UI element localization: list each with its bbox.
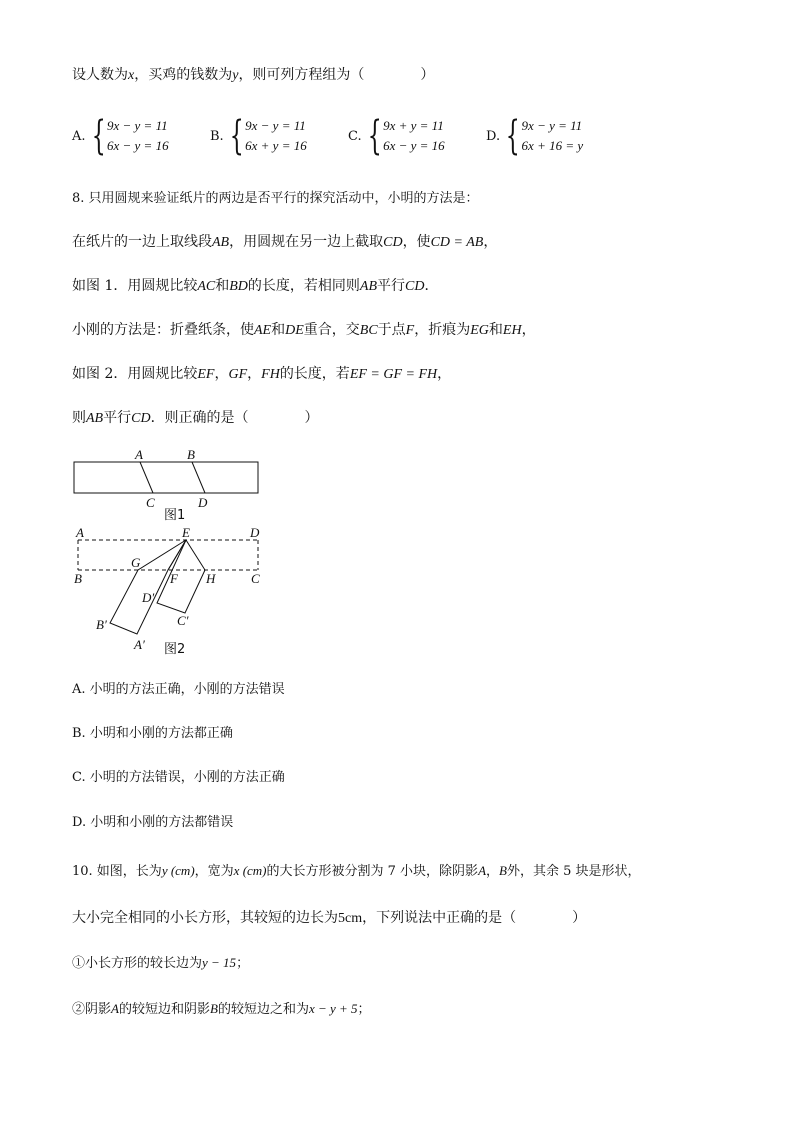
- q7-option-d: [486, 113, 584, 159]
- q9-line-3: [72, 277, 438, 296]
- equation: 9x − y = 11: [245, 118, 306, 133]
- label-g: G: [131, 555, 141, 570]
- math: B: [499, 863, 507, 878]
- segment-ef: [168, 540, 186, 570]
- label-h: H: [206, 571, 216, 586]
- q10-text: 的较短边之和为: [217, 1002, 309, 1017]
- option-label: B.: [210, 128, 224, 144]
- label-b: B: [74, 571, 82, 586]
- math: FH: [261, 367, 280, 382]
- equation: 6x − y = 16: [106, 138, 169, 153]
- q10-line-1: [72, 862, 641, 881]
- q9-choice-c: C. 小明的方法错误，小刚的方法正确: [72, 770, 285, 785]
- math: A: [478, 863, 487, 878]
- folded-right: [157, 540, 205, 613]
- label-f: F: [170, 571, 178, 586]
- q9-text: ，: [214, 366, 229, 382]
- q9-text: 平行: [103, 410, 132, 426]
- q9-line-6: [72, 409, 319, 428]
- option-label: D.: [486, 128, 501, 144]
- paper-strip: [74, 462, 258, 493]
- q9-text: 的长度，若: [279, 366, 350, 382]
- q9-text: 小刚的方法是：折叠纸条，使: [72, 322, 254, 338]
- brace-icon: {: [505, 113, 520, 159]
- math: x (cm): [233, 863, 267, 878]
- math: EF = GF = FH: [349, 367, 438, 382]
- q10-text: ①小长方形的较长边为: [72, 956, 203, 971]
- q9-line-2: [72, 233, 497, 252]
- math: BD: [229, 279, 248, 294]
- math: AB: [86, 411, 104, 426]
- math: AE: [254, 323, 272, 338]
- q9-text: 如图 1．用圆规比较: [72, 278, 198, 294]
- math: GF: [228, 367, 248, 382]
- math: y − 15: [202, 955, 237, 970]
- q9-text: 8. 只用圆规来验证纸片的两边是否平行的探究活动中，小明的方法是：: [72, 191, 479, 206]
- var-x: x: [128, 68, 135, 83]
- folded-left: [110, 540, 186, 634]
- q9-text: 和: [488, 322, 503, 338]
- math: CD: [383, 235, 403, 250]
- label-c: C: [251, 571, 260, 586]
- q9-text: ，: [483, 234, 498, 250]
- math: AC: [197, 279, 216, 294]
- q9-line-4: [72, 321, 536, 340]
- q9-line-5: [72, 365, 451, 384]
- q9-text: ．则正确的是（ ）: [150, 410, 319, 426]
- label-e: E: [182, 525, 190, 540]
- q9-text: ，使: [402, 234, 431, 250]
- math: EF: [197, 367, 215, 382]
- math: CD = AB: [430, 235, 484, 250]
- label-a: A: [76, 525, 84, 540]
- label-a-prime: A′: [134, 637, 145, 652]
- q9-choice-d: D. 小明和小刚的方法都错误: [72, 815, 234, 830]
- math: EG: [470, 323, 489, 338]
- q9-text: 平行: [377, 278, 406, 294]
- segment-ac: [140, 462, 153, 493]
- segment-bd: [192, 462, 205, 493]
- q7-text: ，买鸡的钱数为: [134, 67, 233, 83]
- q7-text: ，则可列方程组为（ ）: [238, 67, 435, 83]
- q10-statement-2: [72, 1000, 371, 1019]
- figure-1: [74, 462, 258, 493]
- math: CD: [131, 411, 151, 426]
- math: EH: [502, 323, 522, 338]
- q7-option-a: [72, 113, 169, 159]
- equation: 6x − y = 16: [383, 138, 445, 153]
- q9-text: ．: [424, 278, 439, 294]
- math: AB: [359, 279, 378, 294]
- q9-text: ，: [437, 366, 452, 382]
- q9-choice-a: A. 小明的方法正确，小刚的方法错误: [72, 682, 285, 697]
- equation: 9x − y = 11: [521, 118, 583, 133]
- label-c: C: [146, 495, 155, 510]
- q10-line-2: [72, 909, 586, 928]
- label-d: D: [250, 525, 260, 540]
- figures: [0, 440, 794, 680]
- label-a: A: [135, 447, 143, 462]
- label-c-prime: C′: [177, 613, 189, 628]
- q10-text: ；: [357, 1002, 371, 1017]
- brace-icon: {: [91, 113, 106, 159]
- figure-1-caption: 图1: [164, 508, 186, 523]
- q9-text: 于点: [377, 322, 406, 338]
- q9-text: ，折痕为: [414, 322, 471, 338]
- q10-text: ，: [486, 864, 500, 879]
- equation: 6x + 16 = y: [521, 138, 584, 153]
- math: F: [405, 323, 415, 338]
- q9-text: 的长度，若相同则: [247, 278, 360, 294]
- q10-text: ，宽为: [194, 864, 234, 879]
- q7-option-c: [348, 113, 445, 159]
- option-label: C.: [348, 128, 362, 144]
- q9-text: ，用圆规在另一边上截取: [229, 234, 384, 250]
- q10-statement-1: [72, 954, 249, 973]
- q10-text: 的大长方形被分割为 7 小块，除阴影: [266, 864, 479, 879]
- q10-text: 外，其余 5 块是形状，: [506, 864, 641, 879]
- equation: 9x − y = 11: [106, 118, 168, 133]
- q7-option-b: [210, 113, 307, 159]
- label-d-prime: D′: [142, 590, 155, 605]
- q9-text: 和: [215, 278, 230, 294]
- math: y (cm): [161, 863, 195, 878]
- q9-text: 重合，交: [303, 322, 360, 338]
- q10-text: 10. 如图，长为: [72, 864, 162, 879]
- math: B: [209, 1001, 218, 1016]
- equation: 9x + y = 11: [383, 118, 444, 133]
- math: CD: [405, 279, 425, 294]
- label-d: D: [198, 495, 208, 510]
- q9-text: 和: [271, 322, 286, 338]
- q9-line-1: [72, 190, 479, 208]
- brace-icon: {: [367, 113, 382, 159]
- q7-question-line: [72, 66, 434, 85]
- math: A: [111, 1001, 119, 1016]
- equation: 6x + y = 16: [245, 138, 307, 153]
- math: DE: [285, 323, 304, 338]
- q9-text: 如图 2．用圆规比较: [72, 366, 198, 382]
- q10-text: ②阴影: [72, 1002, 112, 1017]
- option-label: A.: [72, 128, 86, 144]
- figure-2-caption: 图2: [164, 642, 186, 657]
- math: AB: [212, 235, 230, 250]
- q9-text: ，: [247, 366, 262, 382]
- math: 5cm: [338, 911, 363, 926]
- brace-icon: {: [229, 113, 244, 159]
- math: x − y + 5: [308, 1001, 358, 1016]
- q9-text: 则: [72, 410, 86, 426]
- q9-text: 在纸片的一边上取线段: [72, 234, 212, 250]
- q10-text: ；: [236, 956, 250, 971]
- math: BC: [359, 323, 378, 338]
- q10-text: 大小完全相同的小长方形，其较短的边长为: [72, 910, 338, 926]
- var-y: y: [232, 68, 239, 83]
- label-b: B: [187, 447, 195, 462]
- q10-text: ，下列说法中正确的是（ ）: [362, 910, 587, 926]
- label-b-prime: B′: [96, 617, 107, 632]
- q10-text: 的较短边和阴影: [118, 1002, 210, 1017]
- q7-text: 设人数为: [72, 67, 128, 83]
- q9-text: ，: [521, 322, 536, 338]
- q9-choice-b: B. 小明和小刚的方法都正确: [72, 726, 233, 741]
